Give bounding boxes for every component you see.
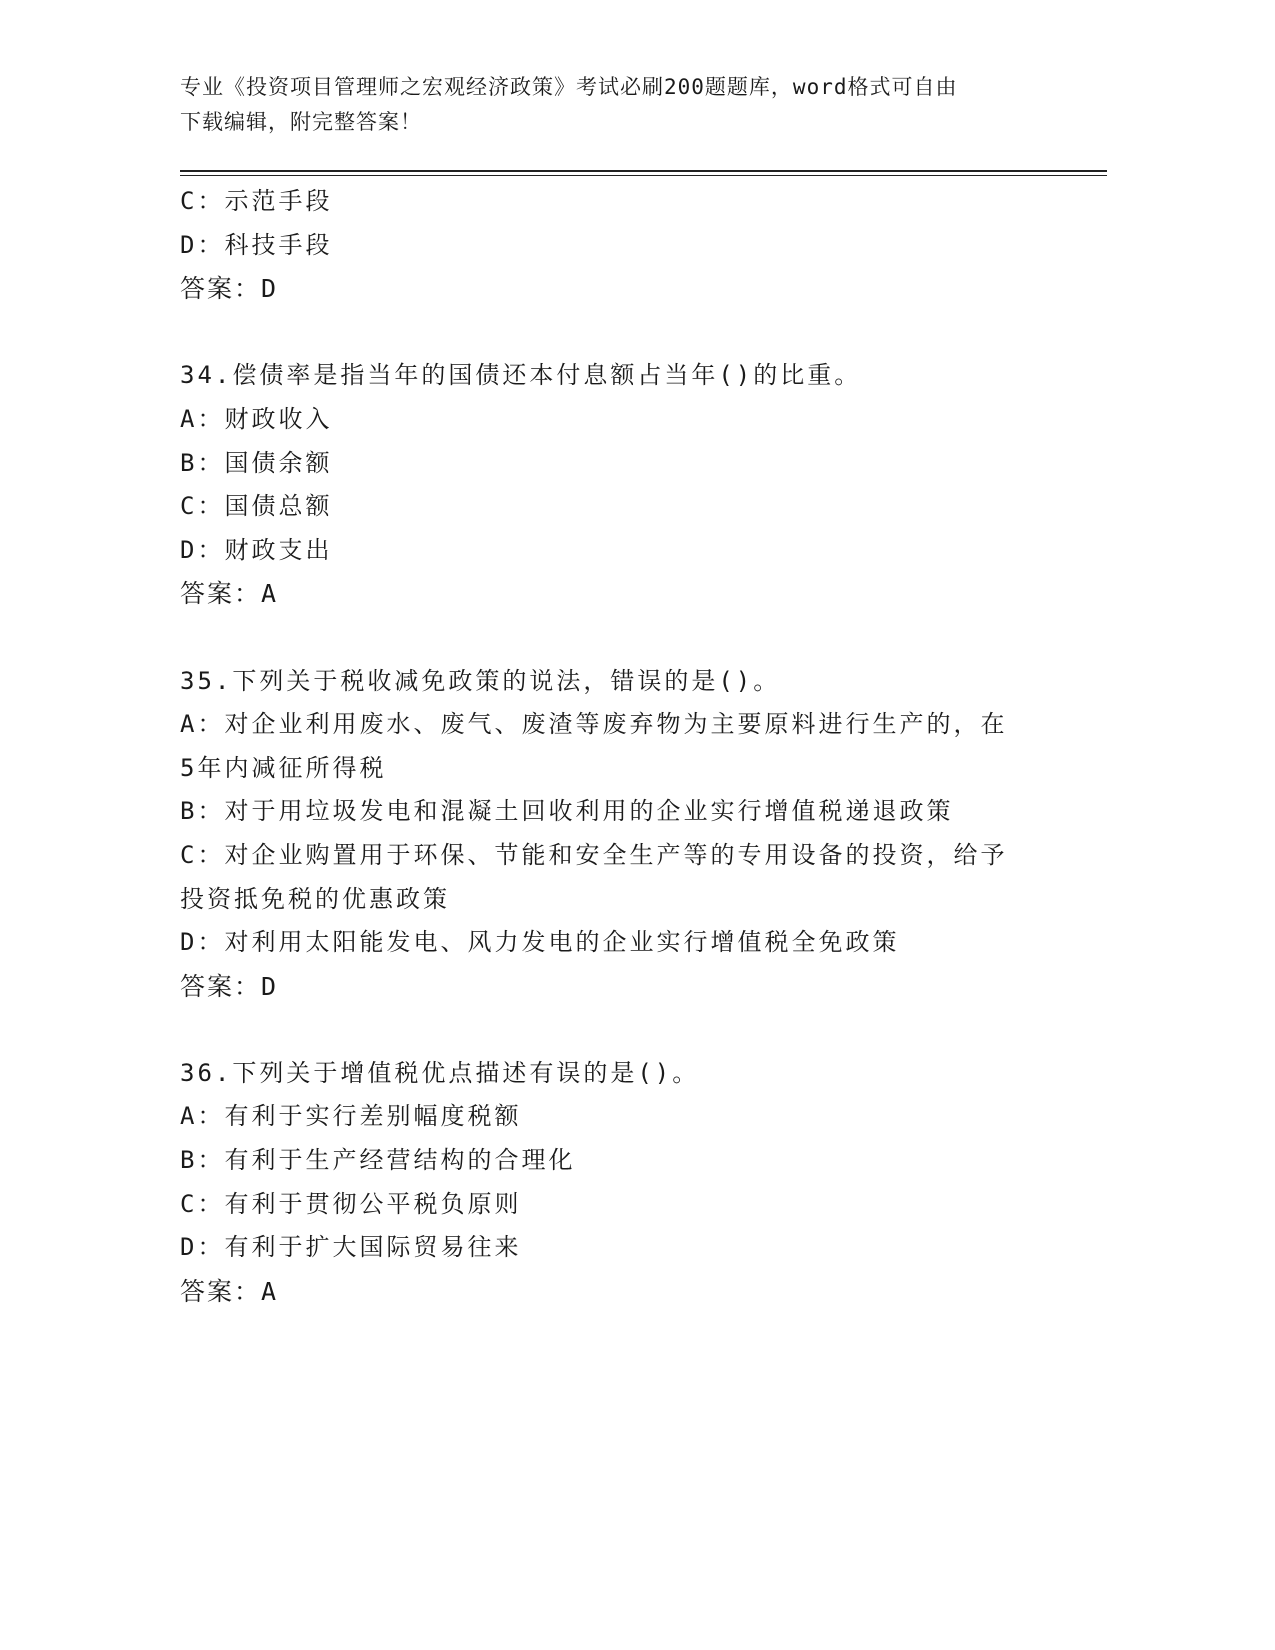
question-34 <box>180 354 1040 616</box>
document-header <box>180 70 1040 140</box>
option-a: A：财政收入 <box>180 404 333 433</box>
option-c: C：对企业购置用于环保、节能和安全生产等的专用设备的投资，给予 <box>180 840 1008 869</box>
answer-label: 答案： <box>180 579 262 609</box>
question-35 <box>180 660 1040 1009</box>
answer-value: D <box>261 274 279 304</box>
question-stem: 36.下列关于增值税优点描述有误的是()。 <box>180 1058 700 1087</box>
option-c: C：示范手段 <box>180 187 333 215</box>
option-d: D：财政支出 <box>180 535 333 564</box>
answer-line <box>180 572 1040 616</box>
option-c: C：国债总额 <box>180 492 333 521</box>
question-stem: 34.偿债率是指当年的国债还本付息额占当年()的比重。 <box>180 361 862 390</box>
option-a: A：有利于实行差别幅度税额 <box>180 1102 522 1131</box>
option-c-continued: 投资抵免税的优惠政策 <box>180 884 450 913</box>
answer-value: A <box>261 579 279 609</box>
option-d: D：科技手段 <box>180 230 333 259</box>
option-b: B：对于用垃圾发电和混凝土回收利用的企业实行增值税递退政策 <box>180 797 954 826</box>
answer-line <box>180 965 1040 1009</box>
answer-label: 答案： <box>180 971 262 1001</box>
header-title-line-2: 下载编辑，附完整答案！ <box>180 110 422 134</box>
option-d: D：有利于扩大国际贸易往来 <box>180 1233 522 1262</box>
header-title-line-1: 专业《投资项目管理师之宏观经济政策》考试必刷200题题库，word格式可自由 <box>180 75 958 99</box>
option-c: C：有利于贯彻公平税负原则 <box>180 1189 522 1218</box>
question-stem: 35.下列关于税收减免政策的说法，错误的是()。 <box>180 666 781 695</box>
option-b: B：国债余额 <box>180 448 333 477</box>
option-a-continued: 5年内减征所得税 <box>180 753 387 782</box>
answer-value: A <box>261 1276 279 1306</box>
answer-label: 答案： <box>180 1276 262 1306</box>
option-b: B：有利于生产经营结构的合理化 <box>180 1146 576 1175</box>
option-d: D：对利用太阳能发电、风力发电的企业实行增值税全免政策 <box>180 928 900 957</box>
question-33-carryover <box>180 180 1040 311</box>
answer-value: D <box>261 971 279 1001</box>
answer-line <box>180 267 1040 311</box>
question-36 <box>180 1052 1040 1314</box>
option-a: A：对企业利用废水、废气、废渣等废弃物为主要原料进行生产的，在 <box>180 710 1008 739</box>
answer-line <box>180 1270 1040 1314</box>
answer-label: 答案： <box>180 274 262 304</box>
header-divider <box>180 170 1107 176</box>
question-list <box>180 180 1040 1313</box>
